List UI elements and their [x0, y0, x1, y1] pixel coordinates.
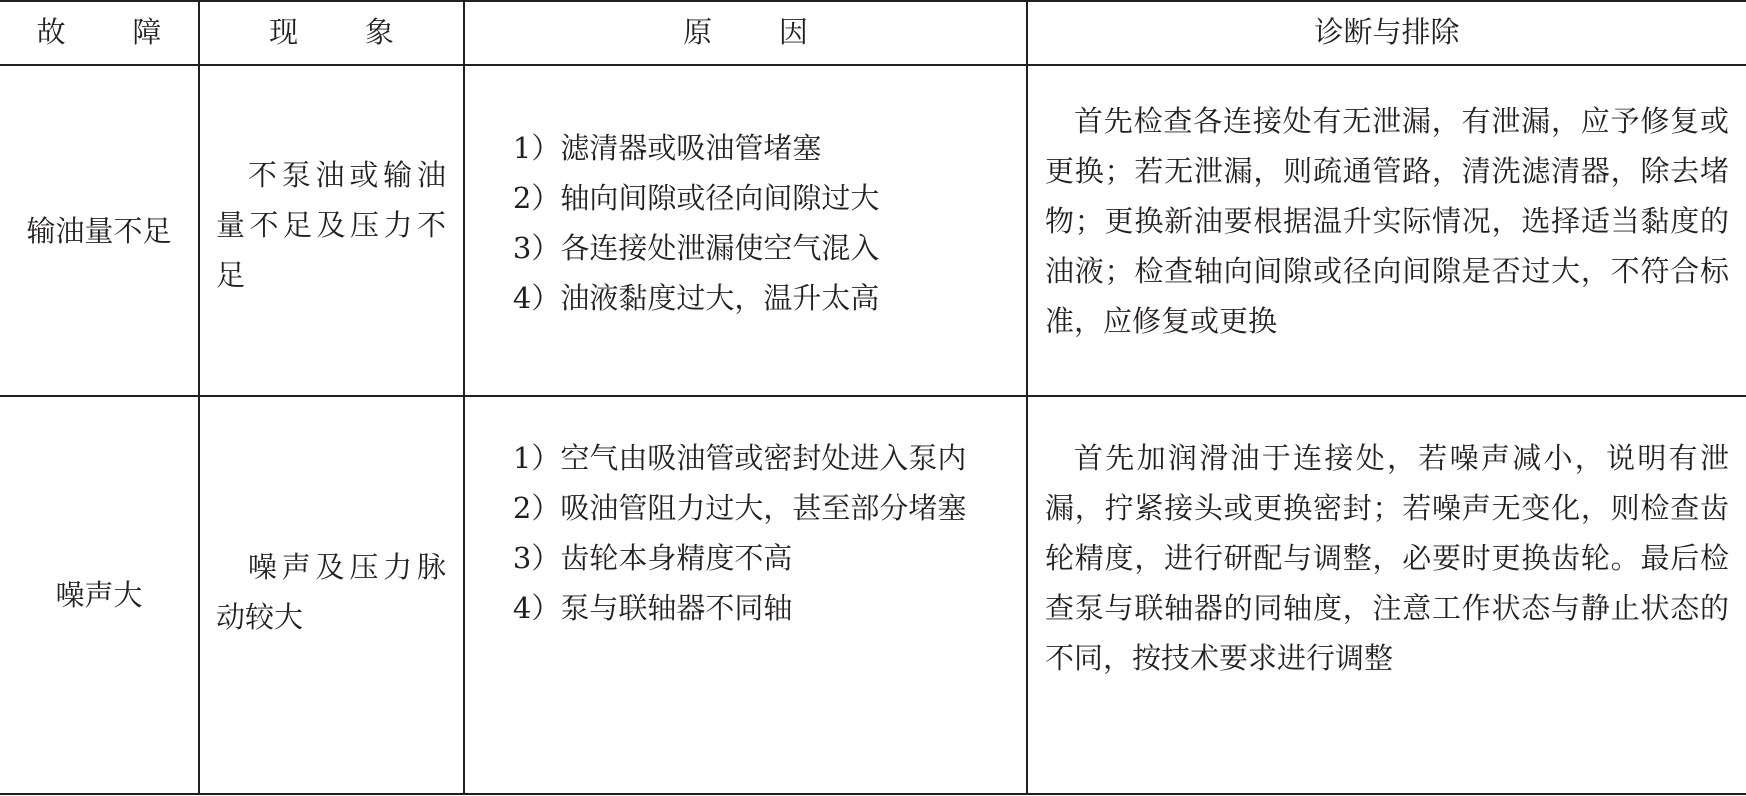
- row2-diagnosis-text: 首先加润滑油于连接处，若噪声减小，说明有泄漏，拧紧接头或更换密封；若噪声无变化，则检查齿轮精度，进行研配与调整，必要时更换齿轮。最后检查泵与联轴器的同轴度，注意工作状态与静止状态的不同，按技术要求进行调整: [1045, 441, 1729, 675]
- row1-phenomenon-text: 不泵油或输油量不足及压力不足: [216, 158, 446, 292]
- header-cause: [465, 0, 1026, 64]
- row2-cause-2: 2）吸油管阻力过大，甚至部分堵塞: [512, 491, 967, 525]
- header-diagnosis-label: 诊断与排除: [1314, 14, 1460, 49]
- row1-fault: 输油量不足: [26, 213, 172, 248]
- row2-cause-1: 1）空气由吸油管或密封处进入泵内: [512, 441, 967, 475]
- header-fault-label: 故障: [36, 14, 229, 49]
- header-phenomenon: [200, 0, 463, 64]
- row2-fault: 噪声大: [55, 578, 143, 612]
- header-cause-label: 原因: [683, 14, 875, 49]
- row1-cause-4: 4）油液黏度过大，温升太高: [512, 281, 880, 315]
- column-rule-1: [198, 0, 200, 795]
- row2-causes: [481, 433, 1011, 633]
- row2-phenomenon: [216, 542, 446, 642]
- row1-causes: [481, 123, 1011, 323]
- row1-cause-2: 2）轴向间隙或径向间隙过大: [512, 181, 880, 215]
- row1-cause-1: 1）滤清器或吸油管堵塞: [512, 131, 822, 165]
- row1-diagnosis: [1045, 96, 1729, 346]
- row2-diagnosis: [1045, 433, 1729, 683]
- row1-phenomenon: [216, 150, 446, 300]
- row-divider-rule: [0, 395, 1746, 397]
- header-bottom-rule: [0, 64, 1746, 66]
- row1-diagnosis-text: 首先检查各连接处有无泄漏，有泄漏，应予修复或更换；若无泄漏，则疏通管路，清洗滤清器，除去堵物；更换新油要根据温升实际情况，选择适当黏度的油液；检查轴向间隙或径向间隙是否过大，不符合标准，应修复或更换: [1045, 104, 1729, 338]
- row2-phenomenon-text: 噪声及压力脉动较大: [216, 550, 446, 634]
- header-phenomenon-label: 现象: [269, 14, 461, 49]
- header-diagnosis: [1028, 0, 1746, 64]
- header-fault: [0, 0, 229, 64]
- table-bottom-rule: [0, 793, 1746, 795]
- row1-cause-3: 3）各连接处泄漏使空气混入: [512, 231, 880, 265]
- row2-cause-3: 3）齿轮本身精度不高: [512, 541, 793, 575]
- row2-cause-4: 4）泵与联轴器不同轴: [512, 591, 793, 625]
- column-rule-2: [463, 0, 465, 795]
- column-rule-3: [1026, 0, 1028, 795]
